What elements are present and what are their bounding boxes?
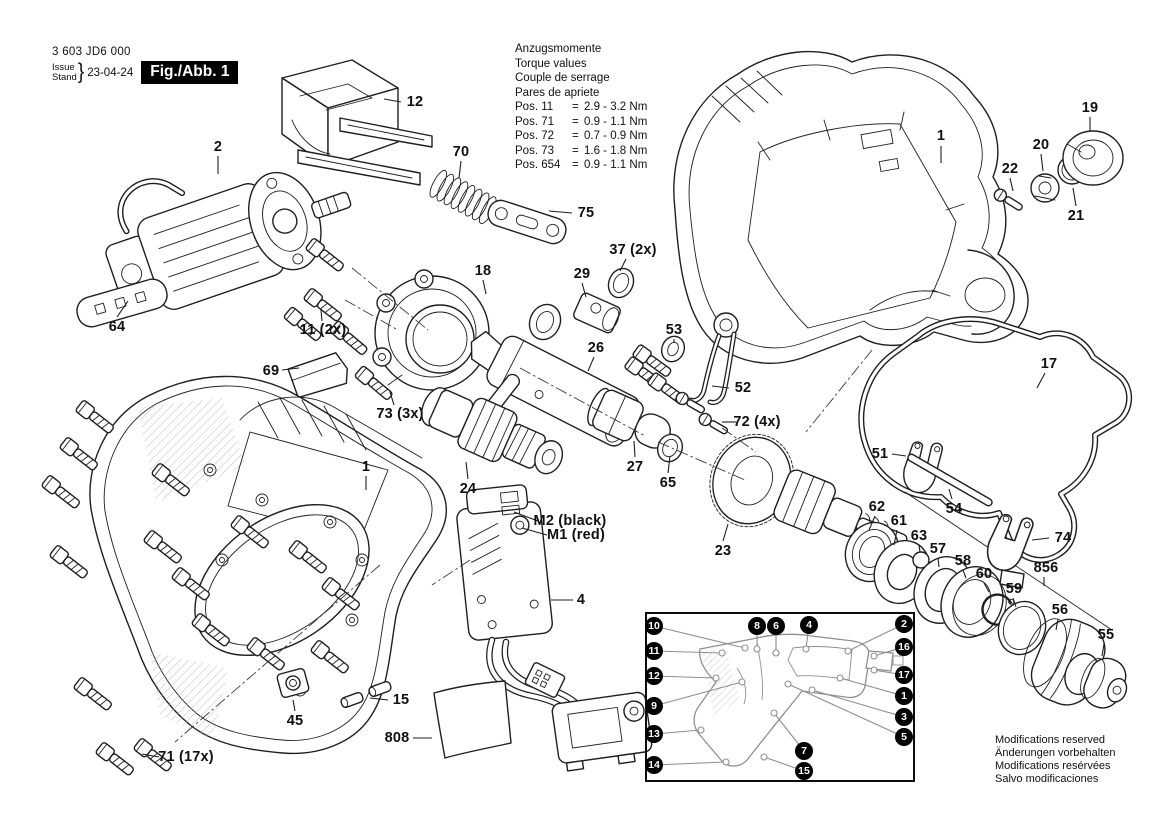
part-label-72-4x: 72 (4x) [733, 414, 781, 430]
torque-title-en: Torque values [515, 57, 587, 70]
part-label-19: 19 [1081, 100, 1099, 116]
part-label-70: 70 [452, 144, 470, 160]
inset-callout-2: 2 [895, 615, 913, 633]
inset-callout-7: 7 [795, 742, 813, 760]
part-label-1: 1 [361, 459, 371, 475]
part-label-74: 74 [1054, 530, 1072, 546]
part-label-1: 1 [936, 128, 946, 144]
switch-part-4 [454, 483, 553, 641]
knob-part-19 [1063, 131, 1123, 185]
part-label-63: 63 [910, 528, 928, 544]
issue-stand-label: Issue Stand [52, 61, 77, 83]
leader-line [459, 161, 461, 178]
part-label-17: 17 [1040, 356, 1058, 372]
leader-line [1032, 538, 1049, 540]
torque-title-de: Anzugsmomente [515, 43, 602, 55]
leader-line [321, 310, 322, 321]
part-label-51: 51 [871, 446, 889, 462]
part-label-m2-black: M2 (black) [533, 513, 607, 529]
torque-values-note [515, 42, 647, 173]
torque-row: Pos. 73 = 1.6 - 1.8 Nm [515, 144, 648, 157]
part-label-21: 21 [1067, 208, 1085, 224]
part-label-61: 61 [890, 513, 908, 529]
part-label-60: 60 [975, 566, 993, 582]
inset-callout-6: 6 [767, 617, 785, 635]
torque-title-fr: Couple de serrage [515, 72, 610, 84]
inset-callout-3: 3 [895, 708, 913, 726]
part-label-26: 26 [587, 340, 605, 356]
inset-callout-8: 8 [748, 617, 766, 635]
leader-line [1010, 178, 1013, 191]
leader-line [723, 524, 728, 541]
part-label-73-3x: 73 (3x) [376, 406, 424, 422]
leader-line [466, 462, 468, 479]
part-label-45: 45 [286, 713, 304, 729]
type-number: 3 603 JD6 000 [52, 46, 131, 58]
switch-wires [489, 640, 653, 772]
leader-line [1041, 154, 1043, 171]
inset-callout-16: 16 [895, 638, 913, 656]
part-label-18: 18 [474, 263, 492, 279]
wire-clip-part-52 [690, 313, 738, 403]
torque-row: Pos. 71 = 0.9 - 1.1 Nm [515, 115, 648, 128]
inset-callout-9: 9 [645, 697, 663, 715]
leader-line [1037, 373, 1045, 388]
part-label-57: 57 [929, 541, 947, 557]
inset-callout-12: 12 [645, 667, 663, 685]
part-label-24: 24 [459, 481, 477, 497]
torque-row: Pos. 654 = 0.9 - 1.1 Nm [515, 159, 648, 171]
part-label-64: 64 [108, 319, 126, 335]
torque-title-es: Pares de apriete [515, 86, 600, 99]
pad-part-69 [287, 351, 351, 398]
inset-callout-4: 4 [800, 616, 818, 634]
part-label-58: 58 [954, 553, 972, 569]
part-label-12: 12 [406, 94, 424, 110]
issue-date: 23-04-24 [87, 66, 134, 79]
leader-line [949, 489, 952, 499]
part-label-29: 29 [573, 266, 591, 282]
part-label-22: 22 [1001, 161, 1019, 177]
part-label-75: 75 [577, 205, 595, 221]
part-label-62: 62 [868, 499, 886, 515]
torque-row: Pos. 72 = 0.7 - 0.9 Nm [515, 130, 648, 142]
brace-glyph: } [77, 59, 85, 84]
part-label-2: 2 [213, 139, 223, 155]
leader-line [483, 280, 486, 294]
sleeve-part-29 [572, 292, 623, 335]
part-label-52: 52 [734, 380, 752, 396]
gear-flange-part-18 [373, 270, 489, 390]
leader-line [549, 211, 572, 213]
part-label-23: 23 [714, 543, 732, 559]
inset-callout-10: 10 [645, 617, 663, 635]
inset-callout-14: 14 [645, 756, 663, 774]
torque-row: Pos. 11 = 2.9 - 3.2 Nm [515, 101, 648, 113]
leader-line [634, 441, 635, 457]
part-label-4: 4 [576, 592, 586, 608]
part-label-11-2x: 11 (2x) [299, 322, 347, 338]
figure-label-badge: Fig./Abb. 1 [141, 61, 238, 84]
part-label-54: 54 [945, 501, 963, 517]
part-label-55: 55 [1097, 627, 1115, 643]
inset-callout-5: 5 [895, 728, 913, 746]
inset-callout-13: 13 [645, 725, 663, 743]
cam-part-20 [1031, 174, 1059, 202]
part-label-69: 69 [262, 363, 280, 379]
part-label-65: 65 [659, 475, 677, 491]
part-label-56: 56 [1051, 602, 1069, 618]
part-label-808: 808 [384, 730, 410, 746]
drawing-header [52, 46, 238, 84]
part-label-59: 59 [1005, 581, 1023, 597]
part-label-71-17x: 71 (17x) [158, 749, 214, 765]
seal-part-808 [434, 681, 511, 758]
part-label-27: 27 [626, 459, 644, 475]
lever-part-75 [485, 197, 569, 246]
leader-line [1073, 188, 1076, 206]
bracket-part-12 [282, 60, 432, 185]
inset-callout-15: 15 [795, 762, 813, 780]
part-label-53: 53 [665, 322, 683, 338]
part-label-37-2x: 37 (2x) [609, 242, 657, 258]
washer-near-29 [524, 299, 566, 344]
mounting-screws-inset-frame [645, 612, 915, 782]
electronics-module [551, 691, 654, 771]
modifications-notice: Modifications reserved Änderungen vorbehalten Modifications resérvées Salvo modificaciones [995, 734, 1116, 785]
part-label-m1-red: M1 (red) [547, 527, 605, 543]
part-label-15: 15 [392, 692, 410, 708]
leader-line [892, 454, 906, 456]
inset-callout-1: 1 [895, 687, 913, 705]
leader-line [588, 357, 594, 371]
part-label-20: 20 [1032, 137, 1050, 153]
inset-callout-17: 17 [895, 666, 913, 684]
inset-callout-11: 11 [645, 642, 663, 660]
part-label-856: 856 [1033, 560, 1059, 576]
